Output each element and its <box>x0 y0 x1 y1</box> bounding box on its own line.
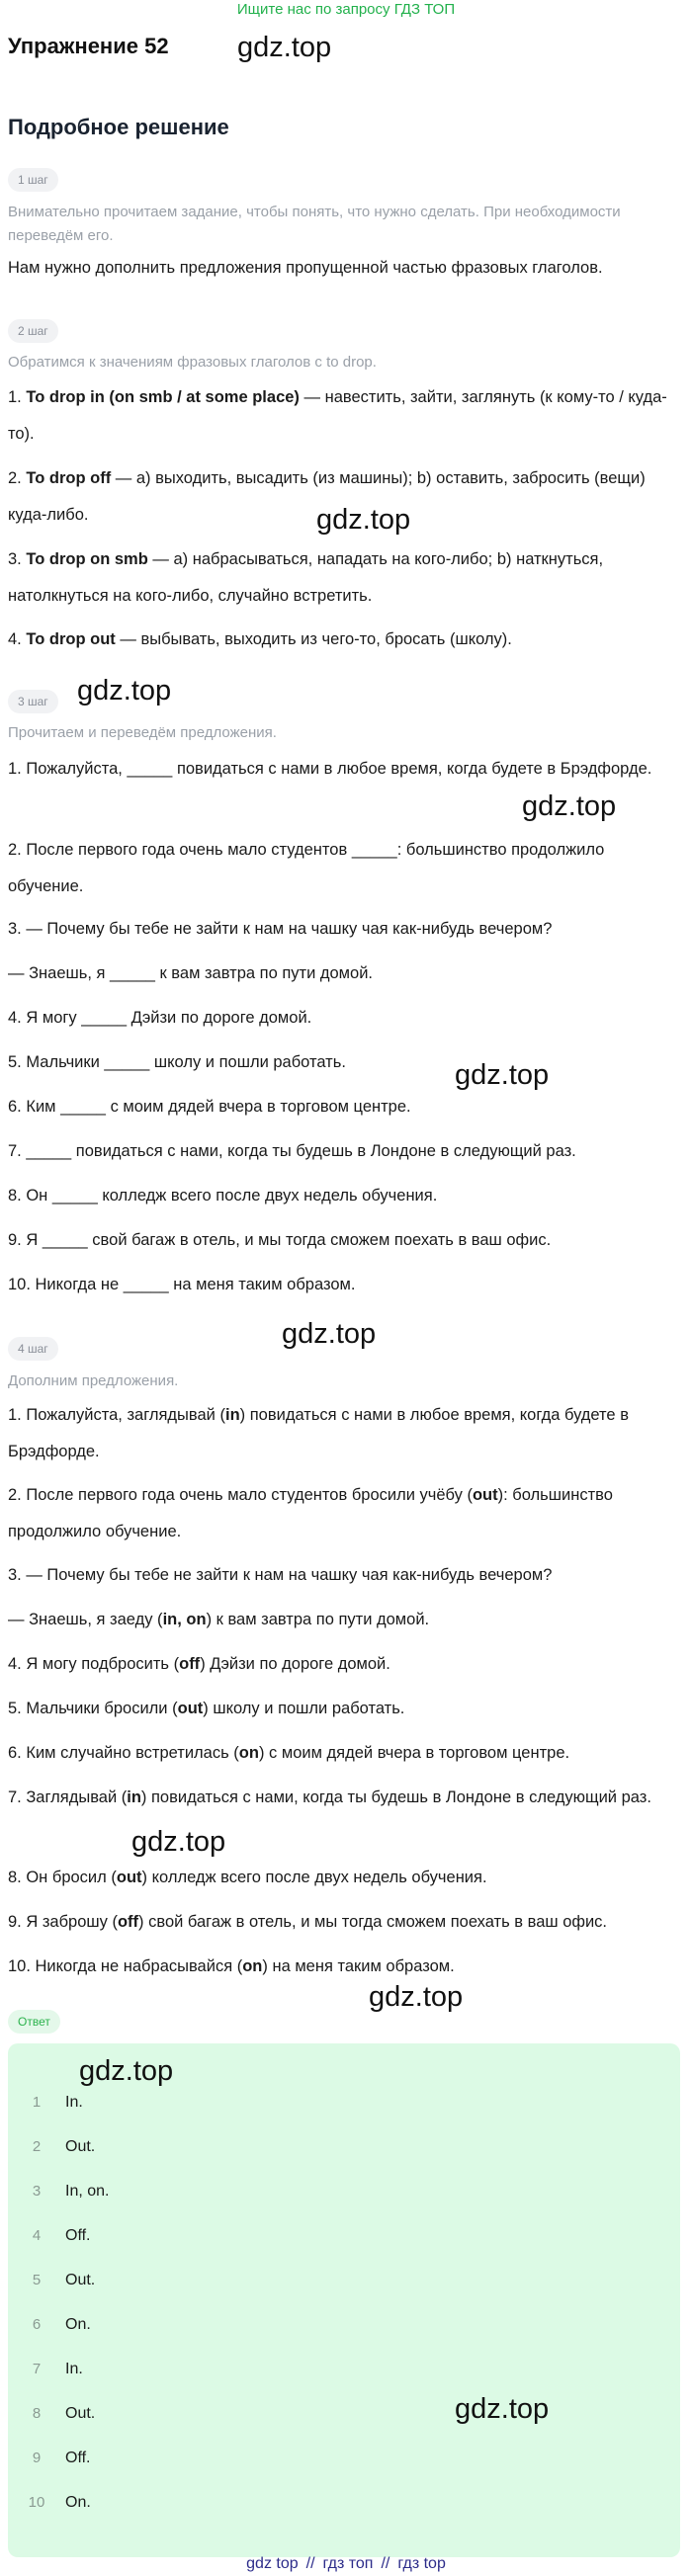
definition-term: To drop off <box>26 469 112 487</box>
step-hint-3: Прочитаем и переведём предложения. <box>8 724 277 741</box>
watermark: gdz.top <box>455 2393 550 2425</box>
definition-term: To drop in (on smb / at some place) <box>26 388 300 406</box>
sentence-item: 1. Пожалуйста, _____ повидаться с нами в любое время, когда будете в Брэдфорде. <box>8 760 652 778</box>
completed-sentence: 9. Я заброшу (off) свой багаж в отель, и мы тогда сможем поехать в ваш офис. <box>8 1913 607 1931</box>
sentence-item: 4. Я могу _____ Дэйзи по дороге домой. <box>8 1009 312 1027</box>
completed-sentence: 5. Мальчики бросили (out) школу и пошли работать. <box>8 1700 405 1717</box>
watermark: gdz.top <box>77 675 172 706</box>
watermark: gdz.top <box>282 1318 377 1350</box>
exercise-title: Упражнение 52 <box>8 34 169 58</box>
step-badge-4: 4 шаг <box>8 1337 58 1361</box>
sentence-item: 9. Я _____ свой багаж в отель, и мы тогда сможем поехать в ваш офис. <box>8 1231 552 1249</box>
answer-item: 10 On. <box>28 2494 91 2511</box>
answer-item: 2 Out. <box>32 2138 96 2155</box>
answer-item: 1 In. <box>32 2094 83 2111</box>
answer-item: 9 Off. <box>32 2450 91 2466</box>
sentence-item: 3. — Почему бы тебе не зайти к нам на чашку чая как-нибудь вечером? <box>8 920 553 938</box>
completed-sentence: 4. Я могу подбросить (off) Дэйзи по дороге домой. <box>8 1655 390 1673</box>
sentence-item: 5. Мальчики _____ школу и пошли работать. <box>8 1053 346 1071</box>
definition-item: 1. To drop in (on smb / at some place) — навестить, зайти, заглянуть (к кому-то / куда-то). <box>8 388 667 443</box>
step-badge-2: 2 шаг <box>8 319 58 343</box>
answer-badge: Ответ <box>8 2010 60 2034</box>
answer-item: 7 In. <box>32 2361 83 2377</box>
completed-sentence: 7. Заглядывай (in) повидаться с нами, когда ты будешь в Лондоне в следующий раз. <box>8 1788 651 1806</box>
sentence-item: — Знаешь, я _____ к вам завтра по пути домой. <box>8 964 373 982</box>
watermark: gdz.top <box>131 1826 226 1858</box>
step-text-1: Нам нужно дополнить предложения пропущенной частью фразовых глаголов. <box>8 259 603 277</box>
step-hint-2: Обратимся к значениям фразовых глаголов с to drop. <box>8 354 377 371</box>
answer-item: 4 Off. <box>32 2227 91 2244</box>
definition-term: To drop out <box>26 630 116 648</box>
completed-sentence: 2. После первого года очень мало студентов бросили учёбу (out): большинство продолжило обучение. <box>8 1486 613 1540</box>
footer-link[interactable]: гдз топ <box>322 2555 374 2572</box>
definition-item: 2. To drop off — а) выходить, высадить (из машины); b) оставить, забросить (вещи) куда-либо. <box>8 469 646 524</box>
section-title: Подробное решение <box>8 115 229 139</box>
definition-term: To drop on smb <box>26 550 148 568</box>
watermark: gdz.top <box>522 790 617 822</box>
answer-item: 3 In, on. <box>32 2183 110 2200</box>
answer-item: 8 Out. <box>32 2405 96 2422</box>
sentence-item: 2. После первого года очень мало студентов _____: большинство продолжило обучение. <box>8 841 605 895</box>
watermark: gdz.top <box>79 2055 174 2087</box>
footer-link[interactable]: gdz top <box>246 2555 299 2572</box>
sentence-item: 8. Он _____ колледж всего после двух недель обучения. <box>8 1187 438 1205</box>
definition-item: 4. To drop out — выбывать, выходить из чего-то, бросать (школу). <box>8 630 512 648</box>
step-badge-1: 1 шаг <box>8 168 58 192</box>
answer-box <box>8 2043 680 2557</box>
watermark: gdz.top <box>316 504 411 536</box>
step-hint-1: Внимательно прочитаем задание, чтобы понять, что нужно сделать. При необходимости переведём его. <box>8 204 621 244</box>
step-badge-3: 3 шаг <box>8 690 58 713</box>
footer-separator: // <box>381 2555 390 2572</box>
sentence-item: 10. Никогда не _____ на меня таким образом. <box>8 1276 356 1293</box>
completed-sentence: 10. Никогда не набрасывайся (on) на меня таким образом. <box>8 1957 455 1975</box>
sentence-item: 6. Ким _____ с моим дядей вчера в торговом центре. <box>8 1098 411 1116</box>
completed-sentence: 3. — Почему бы тебе не зайти к нам на чашку чая как-нибудь вечером? <box>8 1566 553 1584</box>
step-hint-4: Дополним предложения. <box>8 1372 179 1389</box>
footer-links <box>0 2552 692 2576</box>
completed-sentence: 8. Он бросил (out) колледж всего после двух недель обучения. <box>8 1869 487 1886</box>
completed-sentence: 6. Ким случайно встретилась (on) с моим дядей вчера в торговом центре. <box>8 1744 570 1762</box>
completed-sentence: 1. Пожалуйста, заглядывай (in) повидаться с нами в любое время, когда будете в Брэдфорде. <box>8 1406 629 1460</box>
sentence-item: 7. _____ повидаться с нами, когда ты будешь в Лондоне в следующий раз. <box>8 1142 576 1160</box>
watermark: gdz.top <box>369 1981 464 2013</box>
completed-sentence: — Знаешь, я заеду (in, on) к вам завтра по пути домой. <box>8 1611 430 1628</box>
watermark: gdz.top <box>455 1059 550 1091</box>
definition-item: 3. To drop on smb — а) набрасываться, нападать на кого-либо; b) наткнуться, натолкнуться на кого-либо, случайно встретить. <box>8 550 604 605</box>
watermark: gdz.top <box>237 32 332 63</box>
answer-item: 6 On. <box>32 2316 91 2333</box>
search-banner: Ищите нас по запросу ГДЗ ТОП <box>236 1 456 18</box>
footer-separator: // <box>305 2555 315 2572</box>
footer-link[interactable]: гдз top <box>397 2555 446 2572</box>
answer-item: 5 Out. <box>32 2272 96 2288</box>
